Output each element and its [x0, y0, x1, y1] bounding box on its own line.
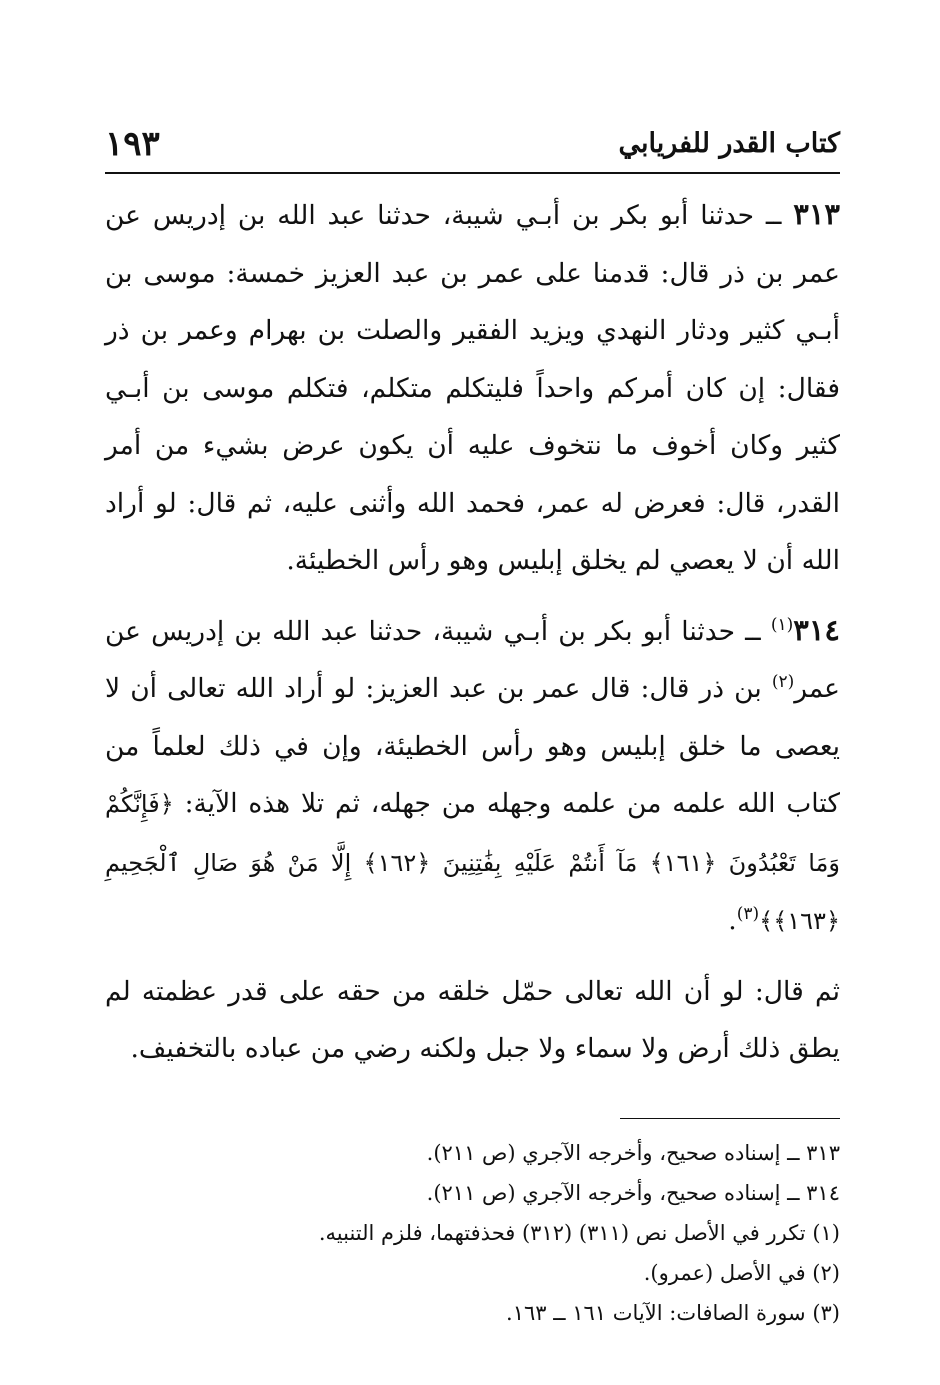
- footnote-marker: (٣): [736, 904, 760, 925]
- page-number: ١٩٣: [105, 124, 160, 164]
- hadith-text: بن ذر قال: قال عمر بن عبد العزيز: لو أراد الله تعالى أن لا يعصى ما خلق إبليس وهو رأس الخطيئة، وإن في ذلك لعلماً من كتاب الله علمه من علمه وجهله من جهله، ثم تلا هذه الآية:: [105, 673, 840, 819]
- quran-verse: ﴿فَإِنَّكُمْ وَمَا تَعْبُدُونَ ﴿١٦١﴾ مَآ أَنتُمْ عَلَيْهِ بِفَٰتِنِينَ ﴿١٦٢﴾ إِلَّا مَنْ هُوَ صَالِ ٱلْجَحِيمِ ﴿١٦٣﴾﴾: [105, 790, 841, 935]
- footnote: (٣) سورة الصافات: الآيات ١٦١ ــ ١٦٣.: [506, 1300, 840, 1325]
- page-header: [105, 122, 840, 172]
- footnote: ٣١٤ ــ إسناده صحيح، وأخرجه الآجري (ص ٢١١).: [426, 1180, 840, 1205]
- hadith-314: [105, 602, 840, 951]
- footnote: (١) تكرر في الأصل نص (٣١١) (٣١٢) فحذفتهما، فلزم التنبيه.: [318, 1220, 840, 1245]
- book-page: [105, 122, 840, 1333]
- hadith-number: ٣١٤: [793, 612, 840, 647]
- sentence-end: .: [728, 905, 737, 936]
- running-title: كتاب القدر للفريابي: [618, 128, 840, 159]
- footnote-marker: (١): [770, 614, 794, 635]
- hadith-313: [105, 186, 840, 590]
- footnote-divider: [620, 1118, 840, 1119]
- header-divider: [105, 172, 840, 174]
- footnote-marker: (٢): [771, 672, 795, 693]
- footnotes: [105, 1133, 840, 1333]
- hadith-number: ٣١٣: [793, 197, 841, 231]
- hadith-text: ــ حدثنا أبو بكر بن أبـي شيبة، حدثنا عبد الله بن إدريس عن عمر: [105, 615, 840, 704]
- closing-paragraph: ثم قال: لو أن الله تعالى حمّل خلقه من حقه على قدر عظمته لم يطق ذلك أرض ولا سماء ولا جبل ولكنه رضي من عباده بالتخفيف.: [105, 975, 840, 1064]
- hadith-text: ــ حدثنا أبو بكر بن أبـي شيبة، حدثنا عبد الله بن إدريس عن عمر بن ذر قال: قدمنا على عمر بن عبد العزيز خمسة: موسى بن أبـي كثير ودثار النهدي ويزيد الفقير والصلت بن بهرام وعمر بن ذر فقال: إن كان أمركم واحداً فليتكلم متكلم، فتكلم موسى بن أبـي كثير وكان أخوف ما نتخوف عليه أن يكون عرض بشيء من أمر القدر، قال: فعرض له عمر، فحمد الله وأثنى عليه، ثم قال: لو أراد الله أن لا يعصي لم يخلق إبليس وهو رأس الخطيئة.: [105, 200, 840, 576]
- main-text: [105, 186, 840, 1078]
- footnote: (٢) في الأصل (عمرو).: [643, 1260, 840, 1285]
- footnote: ٣١٣ ــ إسناده صحيح، وأخرجه الآجري (ص ٢١١).: [426, 1140, 840, 1165]
